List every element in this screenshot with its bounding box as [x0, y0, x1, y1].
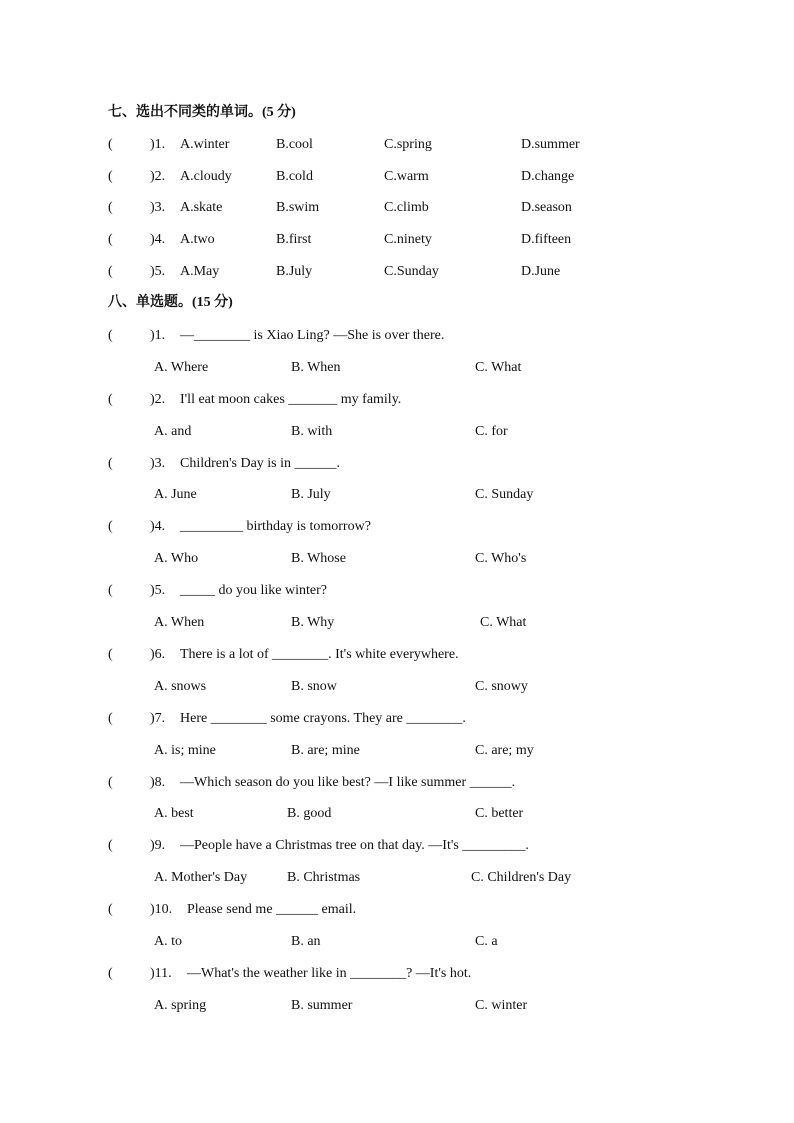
answer-paren-open: ( [108, 392, 113, 407]
question-text: I'll eat moon cakes _______ my family. [180, 392, 402, 407]
option-a: A. Who [154, 551, 199, 566]
answer-paren-open: ( [108, 232, 113, 247]
item-number: )5. [150, 264, 166, 279]
option-a: A. is; mine [154, 743, 216, 758]
question-text: —What's the weather like in ________? —It's hot. [187, 966, 472, 981]
question-number: )8. [150, 775, 166, 790]
option-c: C. Who's [475, 551, 527, 566]
option-b: B. with [291, 424, 333, 439]
option-b: B. When [291, 360, 341, 375]
option-a: A.winter [180, 137, 230, 152]
option-c: C. a [475, 934, 498, 949]
option-b: B. Christmas [287, 870, 361, 885]
question-9 [0, 836, 794, 856]
option-c: C. Sunday [475, 487, 534, 502]
question-5 [0, 581, 794, 601]
option-b: B.swim [276, 200, 320, 215]
question-text: —Which season do you like best? —I like summer ______. [180, 775, 516, 790]
question-text: Children's Day is in ______. [180, 456, 341, 471]
vocab-item-3 [0, 198, 794, 218]
question-number: )5. [150, 583, 166, 598]
question-text: —People have a Christmas tree on that day. —It's _________. [180, 838, 529, 853]
question-text: There is a lot of ________. It's white everywhere. [180, 647, 459, 662]
item-number: )3. [150, 200, 166, 215]
vocab-item-1 [0, 135, 794, 155]
option-b: B.July [276, 264, 313, 279]
option-a: A. June [154, 487, 197, 502]
option-a: A.cloudy [180, 169, 232, 184]
question-number: )2. [150, 392, 166, 407]
option-d: D.fifteen [521, 232, 572, 247]
option-c: C. are; my [475, 743, 534, 758]
question-4-options [0, 549, 794, 569]
vocab-item-5 [0, 262, 794, 282]
option-c: C. for [475, 424, 508, 439]
option-b: B. good [287, 806, 332, 821]
option-b: B. Why [291, 615, 335, 630]
option-d: D.June [521, 264, 561, 279]
question-3-options [0, 485, 794, 505]
item-number: )4. [150, 232, 166, 247]
option-c: C. Children's Day [471, 870, 572, 885]
answer-paren-open: ( [108, 519, 113, 534]
question-number: )7. [150, 711, 166, 726]
option-c: C.ninety [384, 232, 432, 247]
answer-paren-open: ( [108, 456, 113, 471]
question-text: _____ do you like winter? [180, 583, 327, 598]
answer-paren-open: ( [108, 838, 113, 853]
option-b: B.cool [276, 137, 313, 152]
question-number: )11. [150, 966, 172, 981]
question-11 [0, 964, 794, 984]
question-text: _________ birthday is tomorrow? [180, 519, 371, 534]
answer-paren-open: ( [108, 264, 113, 279]
answer-paren-open: ( [108, 775, 113, 790]
item-number: )1. [150, 137, 166, 152]
answer-paren-open: ( [108, 902, 113, 917]
option-b: B. summer [291, 998, 353, 1013]
option-b: B. July [291, 487, 331, 502]
question-5-options [0, 613, 794, 633]
option-c: C. What [480, 615, 527, 630]
option-a: A. When [154, 615, 205, 630]
answer-paren-open: ( [108, 711, 113, 726]
question-11-options [0, 996, 794, 1016]
question-6 [0, 645, 794, 665]
question-2-options [0, 422, 794, 442]
answer-paren-open: ( [108, 966, 113, 981]
question-number: )1. [150, 328, 166, 343]
question-text: —________ is Xiao Ling? —She is over there. [180, 328, 445, 343]
option-a: A. spring [154, 998, 207, 1013]
option-c: C. snowy [475, 679, 528, 694]
question-number: )9. [150, 838, 166, 853]
option-d: D.season [521, 200, 572, 215]
question-3 [0, 454, 794, 474]
question-number: )6. [150, 647, 166, 662]
question-10-options [0, 932, 794, 952]
option-b: B. an [291, 934, 321, 949]
option-a: A. Where [154, 360, 209, 375]
question-number: )3. [150, 456, 166, 471]
question-2 [0, 390, 794, 410]
answer-paren-open: ( [108, 647, 113, 662]
option-a: A.skate [180, 200, 223, 215]
question-6-options [0, 677, 794, 697]
option-c: C. What [475, 360, 522, 375]
vocab-item-4 [0, 230, 794, 250]
question-10 [0, 900, 794, 920]
question-4 [0, 517, 794, 537]
option-a: A. best [154, 806, 194, 821]
answer-paren-open: ( [108, 583, 113, 598]
section-8-heading: 八、单选题。(15 分) [108, 295, 233, 310]
option-a: A. and [154, 424, 192, 439]
question-7-options [0, 741, 794, 761]
option-c: C.spring [384, 137, 432, 152]
option-c: C. winter [475, 998, 528, 1013]
answer-paren-open: ( [108, 200, 113, 215]
answer-paren-open: ( [108, 328, 113, 343]
option-b: B.cold [276, 169, 313, 184]
item-number: )2. [150, 169, 166, 184]
option-c: C.warm [384, 169, 429, 184]
question-number: )4. [150, 519, 166, 534]
option-b: B.first [276, 232, 312, 247]
option-c: C. better [475, 806, 524, 821]
option-b: B. snow [291, 679, 337, 694]
option-b: B. are; mine [291, 743, 360, 758]
vocab-item-2 [0, 167, 794, 187]
answer-paren-open: ( [108, 137, 113, 152]
option-a: A.two [180, 232, 215, 247]
question-1 [0, 326, 794, 346]
question-7 [0, 709, 794, 729]
answer-paren-open: ( [108, 169, 113, 184]
question-1-options [0, 358, 794, 378]
option-d: D.change [521, 169, 575, 184]
option-a: A. to [154, 934, 182, 949]
option-a: A.May [180, 264, 220, 279]
option-d: D.summer [521, 137, 580, 152]
option-c: C.Sunday [384, 264, 439, 279]
option-b: B. Whose [291, 551, 346, 566]
question-8 [0, 773, 794, 793]
section-7-heading: 七、选出不同类的单词。(5 分) [108, 105, 296, 120]
question-8-options [0, 804, 794, 824]
option-a: A. snows [154, 679, 207, 694]
option-a: A. Mother's Day [154, 870, 248, 885]
question-text: Please send me ______ email. [187, 902, 357, 917]
option-c: C.climb [384, 200, 429, 215]
question-number: )10. [150, 902, 173, 917]
question-text: Here ________ some crayons. They are ________. [180, 711, 466, 726]
question-9-options [0, 868, 794, 888]
